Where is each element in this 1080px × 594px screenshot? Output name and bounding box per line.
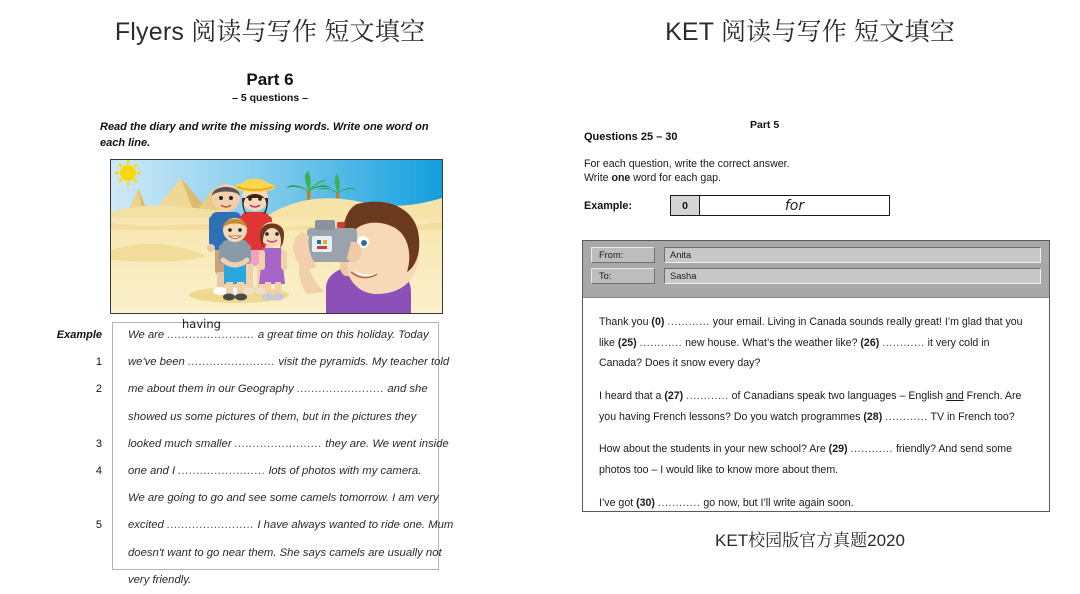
illustration-svg — [111, 160, 442, 313]
ket-panel — [540, 0, 1080, 580]
diary-example-answer: having — [182, 317, 221, 331]
ket-instruction-line-1: For each question, write the correct answer. — [584, 158, 790, 170]
diary-line — [128, 485, 439, 512]
email-header-bar — [583, 241, 1049, 298]
email-gap-dots[interactable]: ............ — [639, 336, 683, 349]
ket-example-row — [584, 195, 890, 216]
diary-gap-dots[interactable]: ........................ — [187, 356, 276, 369]
diary-number: 1 — [95, 356, 102, 369]
desert-family-photo-illustration — [110, 159, 443, 314]
diary-text-lines — [128, 317, 454, 594]
diary-line-before: me about them in our Geography — [128, 383, 297, 396]
diary-line — [128, 376, 428, 403]
email-paragraph-text: I heard that a (27) ............ of Canadians speak two languages – English and French. Are you having French lessons? Do you watch programmes (28) ............ TV in French too? — [599, 389, 1022, 423]
email-gap-dots[interactable]: ............ — [667, 316, 710, 328]
instruction-emphasis: one — [611, 172, 631, 185]
email-message-panel — [582, 240, 1050, 512]
diary-line-before: we've been — [128, 356, 188, 369]
instruction-post: word for each gap. — [630, 172, 722, 185]
diary-line — [128, 404, 428, 431]
email-paragraph — [599, 439, 1033, 480]
email-paragraph-text: How about the students in your new school? Are (29) ............ friendly? And send some photos too – I would like to know more about them. — [599, 443, 1012, 476]
diary-line — [128, 317, 429, 349]
email-gap-number: (29) — [828, 443, 848, 456]
ket-questions-range: Questions 25 – 30 — [584, 131, 678, 143]
diary-number — [40, 485, 102, 512]
diary-number — [40, 567, 102, 594]
email-gap-dots[interactable]: ............ — [850, 443, 893, 456]
instruction-pre: Write — [584, 172, 612, 185]
email-paragraph — [599, 493, 1033, 514]
diary-line — [128, 458, 428, 485]
diary-gap-dots[interactable]: ........................ — [234, 437, 323, 450]
diary-number: 2 — [95, 383, 102, 396]
diary-line — [128, 540, 442, 567]
email-underlined-word: and — [946, 389, 964, 402]
diary-line-after: lots of photos with my camera. — [265, 464, 422, 477]
diary-gap-dots[interactable]: ........................ — [167, 329, 255, 341]
diary-number: 4 — [95, 464, 102, 477]
email-to-label: To: — [591, 268, 655, 284]
diary-number — [40, 540, 102, 567]
email-paragraph — [599, 312, 1033, 374]
email-gap-dots[interactable]: ............ — [657, 496, 701, 509]
flyers-part-subheading: – 5 questions – — [232, 92, 308, 104]
email-gap-dots[interactable]: ............ — [882, 336, 925, 349]
diary-line-before: showed us some pictures of them, but in the pictures they — [128, 410, 417, 423]
diary-line-before: looked much smaller — [128, 437, 235, 450]
email-gap-number: (27) — [664, 389, 684, 402]
diary-number — [40, 404, 102, 431]
diary-line — [128, 567, 428, 594]
email-paragraph — [599, 386, 1033, 427]
email-gap-dots[interactable]: ............ — [885, 410, 928, 423]
diary-number: 5 — [95, 519, 102, 532]
email-gap-number: (0) — [651, 316, 665, 328]
flyers-page-title: Flyers 阅读与写作 短文填空 — [114, 18, 426, 46]
email-from-input[interactable]: Anita — [664, 247, 1041, 263]
ket-instruction-line-2 — [584, 171, 790, 185]
ket-page-title: KET 阅读与写作 短文填空 — [665, 18, 955, 46]
diary-line-before: very friendly. — [128, 573, 192, 586]
diary-line-before: doesn't want to go near them. She says camels are usually not — [128, 546, 442, 559]
email-gap-number: (30) — [636, 496, 655, 509]
ket-part-heading: Part 5 — [750, 119, 780, 131]
email-to-input[interactable]: Sasha — [664, 268, 1041, 284]
diary-line — [128, 431, 449, 458]
diary-gap-dots[interactable]: ........................ — [296, 383, 385, 396]
diary-line-before: We are — [128, 329, 168, 341]
diary-line-before: one and I — [128, 464, 179, 477]
diary-line-after: I have always wanted to ride one. Mum — [254, 519, 454, 532]
diary-line — [128, 349, 450, 376]
ket-instruction-text — [584, 157, 790, 186]
email-gap-number: (25) — [617, 336, 637, 349]
email-gap-dots[interactable]: ............ — [686, 389, 729, 402]
email-paragraph-text: Thank you (0) ............ your email. Living in Canada sounds really great! I’m glad that you like (25) ............ new house. What’s the weather like? (26) ............ it very cold in Canada? Does it snow every day? — [599, 316, 1023, 370]
diary-gap-dots[interactable]: ........................ — [166, 519, 255, 532]
ket-example-answer-cell[interactable]: for — [700, 195, 890, 216]
email-paragraph-text: I’ve got (30) ............ go now, but I’ll write again soon. — [599, 496, 854, 509]
flyers-instruction-text: Read the diary and write the missing words. Write one word on each line. — [100, 121, 429, 149]
diary-line-after: a great time on this holiday. Today — [254, 329, 429, 341]
diary-line — [128, 512, 454, 539]
email-from-label: From: — [591, 247, 655, 263]
diary-line-after: visit the pyramids. My teacher told — [275, 356, 450, 369]
flyers-part-heading: Part 6 — [246, 70, 294, 89]
diary-line-after: they are. We went inside — [322, 437, 449, 450]
email-gap-number: (26) — [860, 336, 880, 349]
diary-gap-dots[interactable]: ........................ — [178, 464, 266, 477]
email-gap-number: (28) — [863, 410, 883, 423]
email-body-text — [583, 298, 1049, 513]
ket-example-number-cell: 0 — [670, 195, 700, 216]
diary-line-before: We are going to go and see some camels tomorrow. I am very — [128, 492, 439, 505]
diary-number: Example — [56, 329, 102, 341]
email-to-row — [591, 268, 1041, 284]
diary-line-before: excited — [128, 519, 167, 532]
ket-source-caption: KET校园版官方真题2020 — [715, 531, 905, 550]
diary-line-after: and she — [384, 383, 428, 396]
email-from-row — [591, 247, 1041, 263]
ket-example-label: Example: — [584, 199, 633, 212]
diary-line-numbers — [40, 322, 102, 594]
flyers-panel — [0, 0, 540, 586]
diary-number: 3 — [95, 437, 102, 450]
